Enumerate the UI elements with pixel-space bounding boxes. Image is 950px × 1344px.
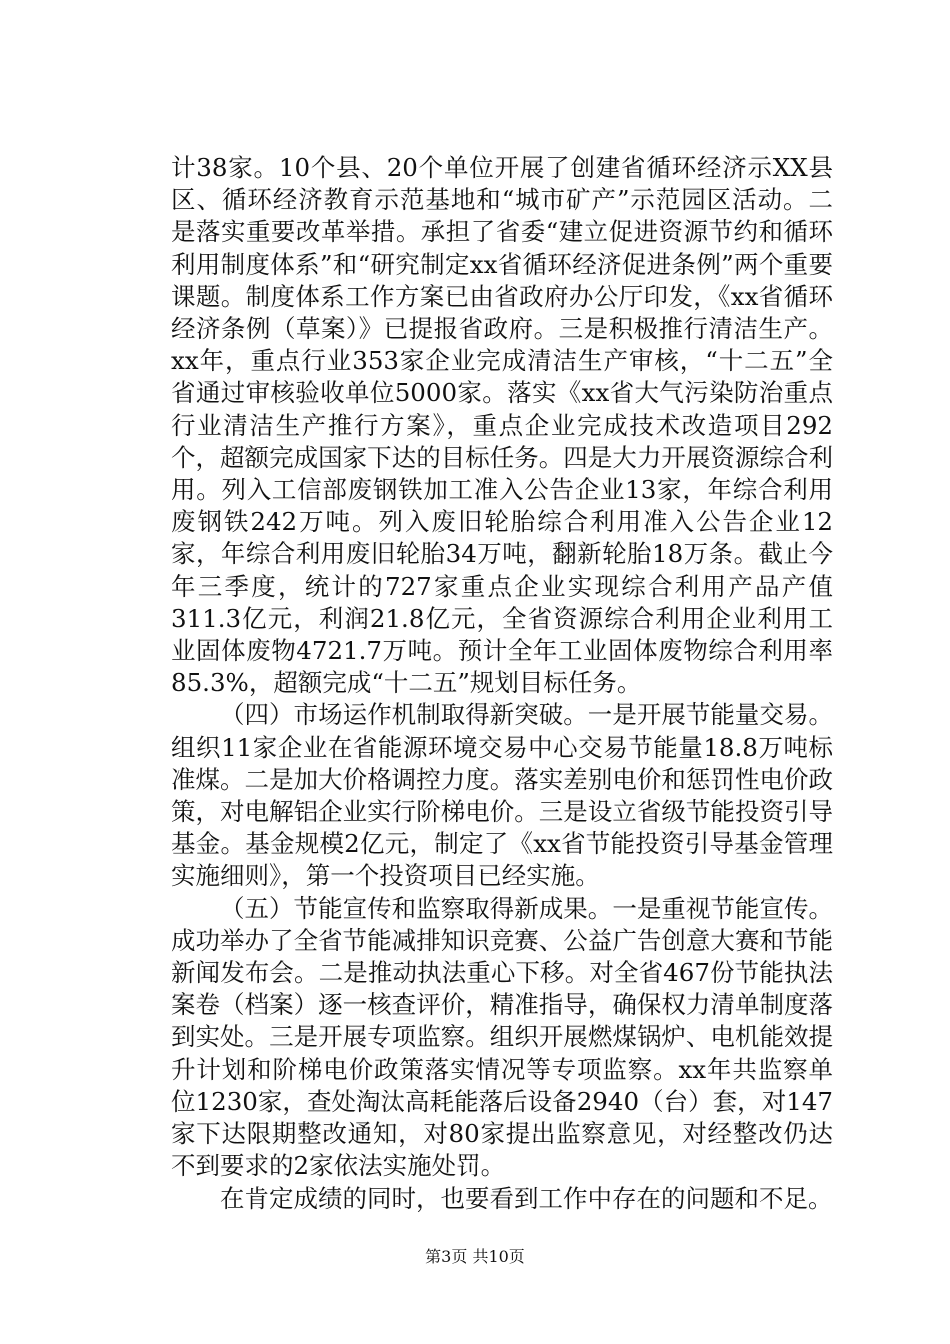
document-body bbox=[171, 152, 833, 1215]
paragraph-continuation: 计38家。10个县、20个单位开展了创建省循环经济示XX县区、循环经济教育示范基地和“城市矿产”示范园区活动。二是落实重要改革举措。承担了省委“建立促进资源节约和循环利用制度体系”和“研究制定xx省循环经济促进条例”两个重要课题。制度体系工作方案已由省政府办公厅印发，《xx省循环经济条例（草案）》已提报省政府。三是积极推行清洁生产。xx年，重点行业353家企业完成清洁生产审核，“十二五”全省通过审核验收单位5000家。落实《xx省大气污染防治重点行业清洁生产推行方案》，重点企业完成技术改造项目292个，超额完成国家下达的目标任务。四是大力开展资源综合利用。列入工信部废钢铁加工准入公告企业13家，年综合利用废钢铁242万吨。列入废旧轮胎综合利用准入公告企业12家，年综合利用废旧轮胎34万吨，翻新轮胎18万条。截止今年三季度，统计的727家重点企业实现综合利用产品产值311.3亿元，利润21.8亿元，全省资源综合利用企业利用工业固体废物4721.7万吨。预计全年工业固体废物综合利用率85.3%，超额完成“十二五”规划目标任务。 bbox=[171, 153, 833, 698]
paragraph-section-5: （五）节能宣传和监察取得新成果。一是重视节能宣传。成功举办了全省节能减排知识竞赛、公益广告创意大赛和节能新闻发布会。二是推动执法重心下移。对全省467份节能执法案卷（档案）逐一核查评价，精准指导，确保权力清单制度落到实处。三是开展专项监察。组织开展燃煤锅炉、电机能效提升计划和阶梯电价政策落实情况等专项监察。xx年共监察单位1230家，查处淘汰高耗能落后设备2940（台）套，对147家下达限期整改通知，对80家提出监察意见，对经整改仍达不到要求的2家依法实施处罚。 bbox=[171, 893, 833, 1181]
page-number-footer: 第3页 共10页 bbox=[425, 1247, 525, 1266]
paragraph-section-4: （四）市场运作机制取得新突破。一是开展节能量交易。组织11家企业在省能源环境交易中心交易节能量18.8万吨标准煤。二是加大价格调控力度。落实差别电价和惩罚性电价政策，对电解铝企业实行阶梯电价。三是设立省级节能投资引导基金。基金规模2亿元，制定了《xx省节能投资引导基金管理实施细则》，第一个投资项目已经实施。 bbox=[171, 700, 833, 891]
paragraph-closing: 在肯定成绩的同时，也要看到工作中存在的问题和不足。 bbox=[220, 1183, 833, 1213]
